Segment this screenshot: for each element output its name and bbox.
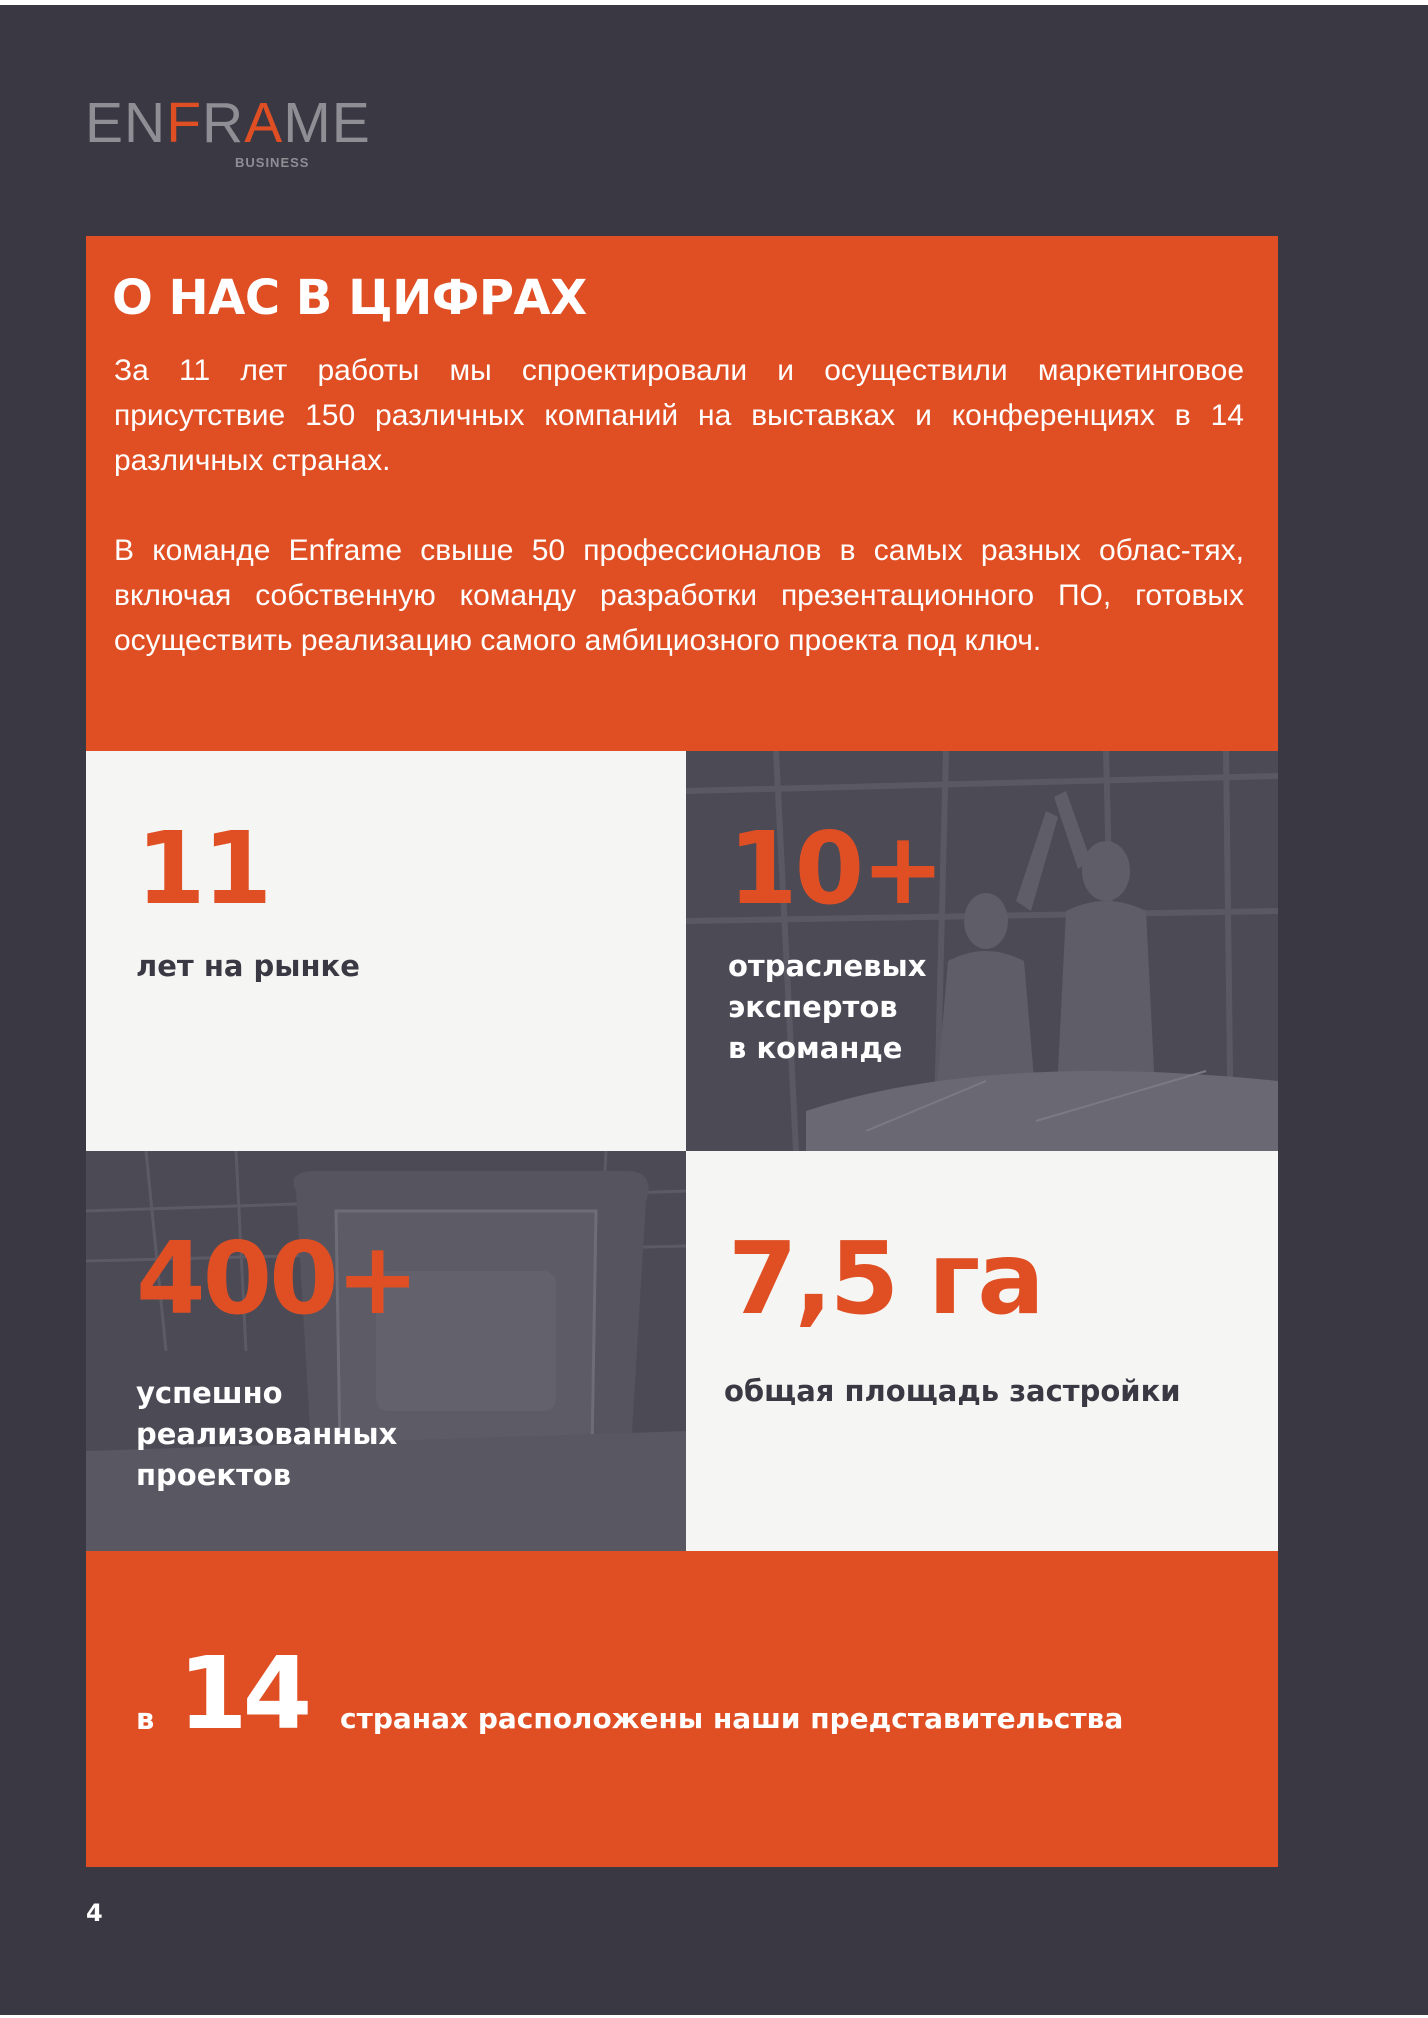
stat-projects-value: 400+ (136, 1220, 417, 1337)
stat-years (86, 751, 686, 1151)
intro-block (86, 236, 1278, 751)
stat-experts-label: отраслевых экспертов в команде (728, 949, 927, 1065)
brochure-page (0, 5, 1428, 2015)
countries-text: странах расположены наши представительства (340, 1702, 1124, 1735)
countries-prefix: в (136, 1702, 155, 1736)
countries-value: 14 (178, 1635, 308, 1752)
stat-area (686, 1151, 1278, 1551)
stat-area-label: общая площадь застройки (724, 1374, 1181, 1408)
stat-area-value: 7,5 га (728, 1220, 1042, 1337)
intro-paragraph-1: За 11 лет работы мы спроектировали и осуществили маркетинговое присутствие 150 различных компаний на выставках и конференциях в 14 различных странах. (114, 354, 1244, 477)
stat-experts (686, 751, 1278, 1151)
enframe-logo (85, 91, 371, 173)
stat-years-value: 11 (136, 810, 270, 927)
stat-years-label: лет на рынке (136, 949, 360, 983)
intro-paragraph-2: В команде Enframe свыше 50 профессионалов в самых разных облас-тях, включая собственную команду разработки презентационного ПО, готовых осуществить реализацию самого амбициозного проекта под ключ. (114, 534, 1244, 657)
countries-block (86, 1551, 1278, 1867)
logo-subtitle: BUSINESS (235, 155, 310, 170)
logo-wordmark: ENFRAME (85, 91, 371, 155)
section-title: О НАС В ЦИФРАХ (112, 270, 587, 326)
stat-projects-label: успешно реализованных проектов (136, 1376, 398, 1492)
stat-projects (86, 1151, 686, 1551)
page-number: 4 (86, 1899, 103, 1927)
stat-experts-value: 10+ (728, 810, 942, 927)
